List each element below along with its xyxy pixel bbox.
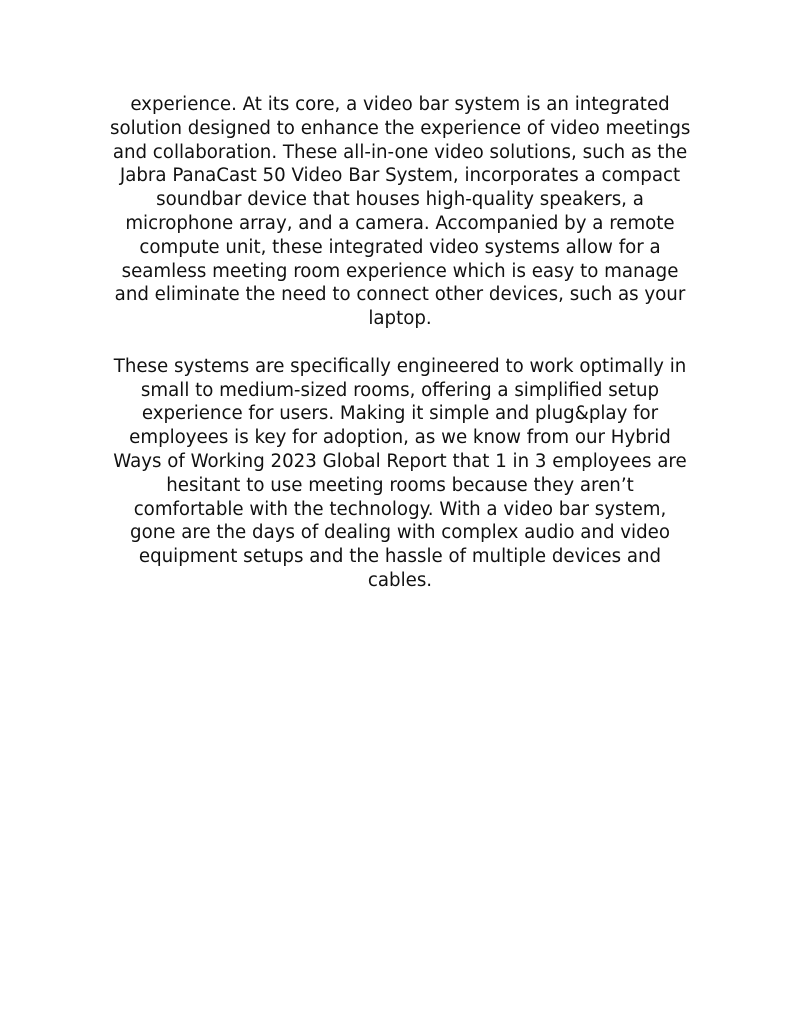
text-line: and collaboration. These all-in-one video solutions, such as the — [112, 141, 688, 163]
paragraph-1 — [110, 93, 690, 331]
text-line: cables. — [367, 569, 433, 591]
text-line: hesitant to use meeting rooms because they aren’t — [166, 474, 634, 496]
paragraph-2 — [110, 355, 690, 593]
body-text — [110, 93, 690, 593]
text-line: Jabra PanaCast 50 Video Bar System, incorporates a compact — [119, 165, 681, 187]
text-line: equipment setups and the hassle of multiple devices and — [138, 546, 662, 568]
text-line: These systems are specifically engineered to work optimally in — [113, 355, 687, 377]
text-line: gone are the days of dealing with complex audio and video — [130, 522, 670, 544]
text-line: compute unit, these integrated video systems allow for a — [139, 236, 661, 258]
text-line: solution designed to enhance the experience of video meetings — [110, 117, 691, 139]
text-line: and eliminate the need to connect other devices, such as your — [114, 284, 686, 306]
text-line: experience. At its core, a video bar system is an integrated — [130, 94, 670, 115]
text-line: soundbar device that houses high-quality speakers, a — [156, 189, 644, 211]
text-line: comfortable with the technology. With a video bar system, — [133, 498, 667, 520]
text-line: seamless meeting room experience which is easy to manage — [121, 260, 679, 282]
text-line: microphone array, and a camera. Accompanied by a remote — [125, 212, 675, 234]
text-line: laptop. — [368, 308, 432, 330]
text-line: employees is key for adoption, as we know from our Hybrid — [129, 427, 671, 449]
text-line: small to medium-sized rooms, offering a simplified setup — [140, 379, 660, 401]
text-line: Ways of Working 2023 Global Report that 1 in 3 employees are — [113, 450, 687, 472]
text-line: experience for users. Making it simple and plug&play for — [141, 403, 659, 425]
